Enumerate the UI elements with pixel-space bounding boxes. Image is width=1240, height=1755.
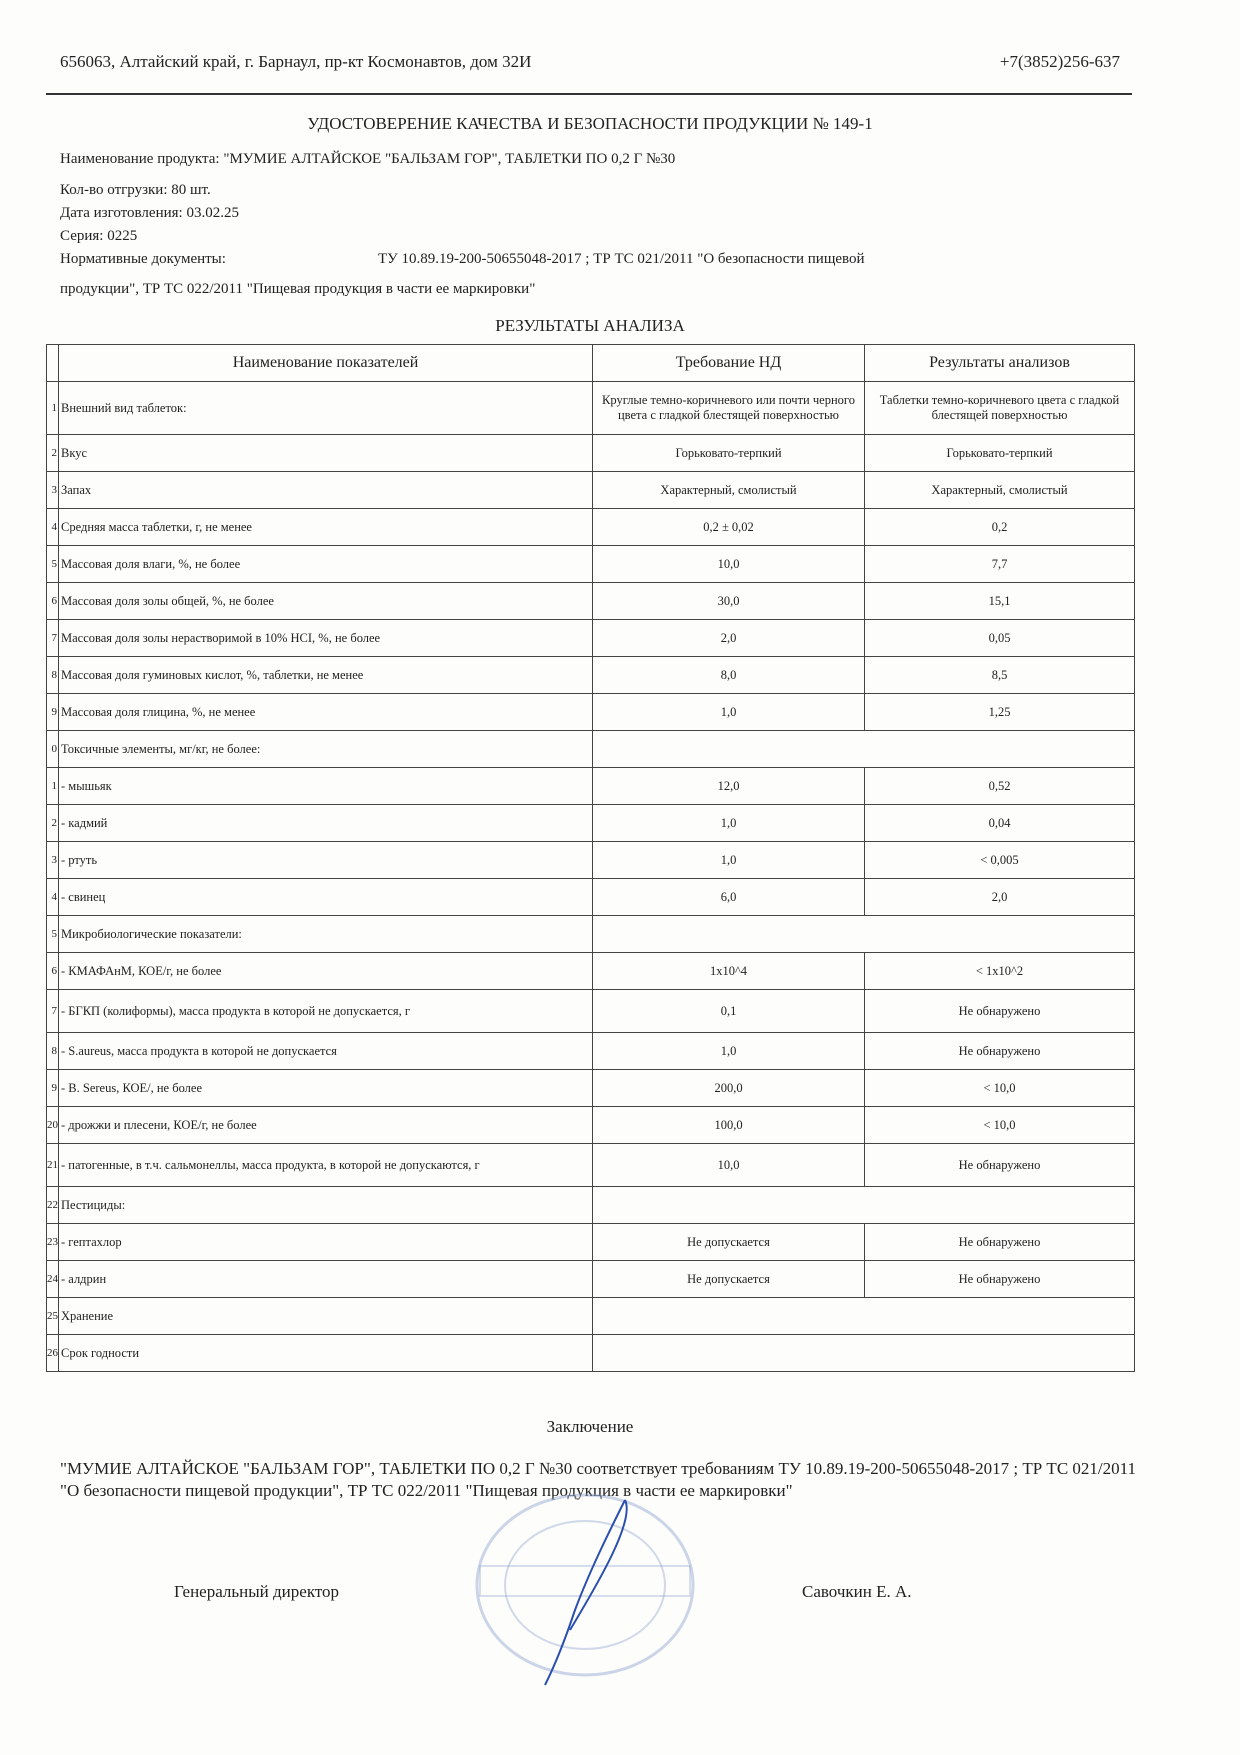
indicator-name: Запах (59, 472, 593, 509)
indicator-name: - БГКП (колиформы), масса продукта в которой не допускается, г (59, 990, 593, 1033)
requirement-value: 10,0 (593, 1144, 865, 1187)
requirement-value: 100,0 (593, 1107, 865, 1144)
results-title: РЕЗУЛЬТАТЫ АНАЛИЗА (495, 316, 685, 335)
row-number: 0 (47, 731, 59, 768)
table-row (47, 382, 1135, 435)
row-number: 1 (47, 768, 59, 805)
normative-docs-value: ТУ 10.89.19-200-50655048-2017 ; ТР ТС 021/2011 "О безопасности пищевой (378, 251, 865, 267)
result-value: 1,25 (865, 694, 1135, 731)
product-name: Наименование продукта: "МУМИЕ АЛТАЙСКОЕ "БАЛЬЗАМ ГОР", ТАБЛЕТКИ ПО 0,2 Г №30 (60, 151, 676, 167)
indicator-name: - ртуть (59, 842, 593, 879)
row-number: 4 (47, 879, 59, 916)
row-number: 9 (47, 1070, 59, 1107)
table-row (47, 1070, 1135, 1107)
company-phone: +7(3852)256-637 (999, 52, 1120, 71)
row-number: 22 (47, 1187, 59, 1224)
signer-name: Савочкин Е. А. (802, 1582, 912, 1601)
result-value: Не обнаружено (865, 1261, 1135, 1298)
shipment-quantity: Кол-во отгрузки: 80 шт. (60, 182, 211, 198)
table-row (47, 1107, 1135, 1144)
table-header-row (47, 345, 1135, 382)
table-row (47, 731, 1135, 768)
indicator-name: Вкус (59, 435, 593, 472)
row-number: 3 (47, 842, 59, 879)
result-value: Горьковато-терпкий (865, 435, 1135, 472)
row-number: 8 (47, 1033, 59, 1070)
indicator-name: - свинец (59, 879, 593, 916)
empty-cell (593, 1187, 1135, 1224)
header-num (47, 345, 59, 382)
indicator-name: Микробиологические показатели: (59, 916, 593, 953)
row-number: 8 (47, 657, 59, 694)
row-number: 2 (47, 805, 59, 842)
result-value: Не обнаружено (865, 990, 1135, 1033)
indicator-name: Массовая доля золы нерастворимой в 10% HCI, %, не более (59, 620, 593, 657)
indicator-name: Пестициды: (59, 1187, 593, 1224)
requirement-value: 0,1 (593, 990, 865, 1033)
manufacture-date: Дата изготовления: 03.02.25 (60, 205, 239, 221)
requirement-value: 30,0 (593, 583, 865, 620)
indicator-name: - S.aureus, масса продукта в которой не допускается (59, 1033, 593, 1070)
row-number: 5 (47, 916, 59, 953)
requirement-value: 0,2 ± 0,02 (593, 509, 865, 546)
result-value: 15,1 (865, 583, 1135, 620)
result-value: 0,05 (865, 620, 1135, 657)
indicator-name: - дрожжи и плесени, КОЕ/г, не более (59, 1107, 593, 1144)
table-row (47, 879, 1135, 916)
empty-cell (593, 916, 1135, 953)
table-row (47, 1335, 1135, 1372)
requirement-value: 1,0 (593, 805, 865, 842)
series-number: Серия: 0225 (60, 228, 138, 244)
table-row (47, 472, 1135, 509)
normative-docs-continued: продукции", ТР ТС 022/2011 "Пищевая продукция в части ее маркировки" (60, 281, 536, 297)
letterhead (60, 52, 1120, 72)
table-row (47, 990, 1135, 1033)
requirement-value: Горьковато-терпкий (593, 435, 865, 472)
result-value: Характерный, смолистый (865, 472, 1135, 509)
table-row (47, 583, 1135, 620)
table-row (47, 842, 1135, 879)
company-address: 656063, Алтайский край, г. Барнаул, пр-кт Космонавтов, дом 32И (60, 52, 532, 71)
row-number: 6 (47, 583, 59, 620)
result-value: 7,7 (865, 546, 1135, 583)
result-value: Таблетки темно-коричневого цвета с гладкой блестящей поверхностью (865, 382, 1135, 435)
result-value: Не обнаружено (865, 1144, 1135, 1187)
empty-cell (593, 731, 1135, 768)
requirement-value: Не допускается (593, 1261, 865, 1298)
result-value: 0,04 (865, 805, 1135, 842)
row-number: 3 (47, 472, 59, 509)
table-row (47, 546, 1135, 583)
normative-docs-label: Нормативные документы: (60, 251, 226, 267)
table-row (47, 694, 1135, 731)
table-row (47, 620, 1135, 657)
requirement-value: 1x10^4 (593, 953, 865, 990)
row-number: 23 (47, 1224, 59, 1261)
row-number: 5 (47, 546, 59, 583)
indicator-name: Массовая доля гуминовых кислот, %, таблетки, не менее (59, 657, 593, 694)
indicator-name: Срок годности (59, 1335, 593, 1372)
requirement-value: Круглые темно-коричневого или почти черного цвета с гладкой блестящей поверхностью (593, 382, 865, 435)
empty-cell (593, 1298, 1135, 1335)
requirement-value: 8,0 (593, 657, 865, 694)
header-indicator: Наименование показателей (59, 345, 593, 382)
indicator-name: Массовая доля влаги, %, не более (59, 546, 593, 583)
result-value: Не обнаружено (865, 1033, 1135, 1070)
requirement-value: Характерный, смолистый (593, 472, 865, 509)
row-number: 21 (47, 1144, 59, 1187)
header-result: Результаты анализов (865, 345, 1135, 382)
table-row (47, 1187, 1135, 1224)
table-row (47, 916, 1135, 953)
table-row (47, 805, 1135, 842)
row-number: 1 (47, 382, 59, 435)
row-number: 26 (47, 1335, 59, 1372)
row-number: 4 (47, 509, 59, 546)
indicator-name: Хранение (59, 1298, 593, 1335)
conclusion-title: Заключение (546, 1417, 634, 1436)
table-row (47, 657, 1135, 694)
result-value: < 10,0 (865, 1070, 1135, 1107)
table-row (47, 1298, 1135, 1335)
indicator-name: - патогенные, в т.ч. сальмонеллы, масса продукта, в которой не допускаются, г (59, 1144, 593, 1187)
table-row (47, 1224, 1135, 1261)
result-value: Не обнаружено (865, 1224, 1135, 1261)
row-number: 25 (47, 1298, 59, 1335)
result-value: 8,5 (865, 657, 1135, 694)
row-number: 24 (47, 1261, 59, 1298)
indicator-name: - алдрин (59, 1261, 593, 1298)
requirement-value: 1,0 (593, 694, 865, 731)
empty-cell (593, 1335, 1135, 1372)
table-row (47, 1033, 1135, 1070)
table-row (47, 1144, 1135, 1187)
result-value: 0,52 (865, 768, 1135, 805)
director-title: Генеральный директор (174, 1582, 340, 1601)
analysis-results-table (46, 344, 1135, 1372)
result-value: < 1x10^2 (865, 953, 1135, 990)
row-number: 9 (47, 694, 59, 731)
header-rule (46, 93, 1132, 95)
indicator-name: Внешний вид таблеток: (59, 382, 593, 435)
requirement-value: 6,0 (593, 879, 865, 916)
requirement-value: Не допускается (593, 1224, 865, 1261)
indicator-name: - кадмий (59, 805, 593, 842)
row-number: 2 (47, 435, 59, 472)
indicator-name: Массовая доля золы общей, %, не более (59, 583, 593, 620)
requirement-value: 12,0 (593, 768, 865, 805)
document-title: УДОСТОВЕРЕНИЕ КАЧЕСТВА И БЕЗОПАСНОСТИ ПРОДУКЦИИ № 149-1 (307, 114, 873, 133)
indicator-name: - гептахлор (59, 1224, 593, 1261)
indicator-name: - КМАФАнМ, КОЕ/г, не более (59, 953, 593, 990)
indicator-name: - B. Sereus, КОЕ/, не более (59, 1070, 593, 1107)
table-row (47, 435, 1135, 472)
row-number: 20 (47, 1107, 59, 1144)
table-row (47, 768, 1135, 805)
table-row (47, 953, 1135, 990)
table-row (47, 509, 1135, 546)
row-number: 7 (47, 620, 59, 657)
result-value: < 0,005 (865, 842, 1135, 879)
row-number: 7 (47, 990, 59, 1033)
requirement-value: 1,0 (593, 842, 865, 879)
requirement-value: 10,0 (593, 546, 865, 583)
signature (530, 1490, 660, 1690)
indicator-name: Токсичные элементы, мг/кг, не более: (59, 731, 593, 768)
result-value: 2,0 (865, 879, 1135, 916)
indicator-name: - мышьяк (59, 768, 593, 805)
header-requirement: Требование НД (593, 345, 865, 382)
result-value: 0,2 (865, 509, 1135, 546)
requirement-value: 1,0 (593, 1033, 865, 1070)
requirement-value: 2,0 (593, 620, 865, 657)
result-value: < 10,0 (865, 1107, 1135, 1144)
conclusion-text: "МУМИЕ АЛТАЙСКОЕ "БАЛЬЗАМ ГОР", ТАБЛЕТКИ ПО 0,2 Г №30 соответствует требованиям ТУ 10.89.19-200-50655048-2017 ; ТР ТС 021/2011 "О безопасности пищевой продукции", ТР ТС 022/2011 "Пищевая продукция в части ее маркировки" (60, 1459, 1136, 1500)
indicator-name: Массовая доля глицина, %, не менее (59, 694, 593, 731)
row-number: 6 (47, 953, 59, 990)
table-row (47, 1261, 1135, 1298)
requirement-value: 200,0 (593, 1070, 865, 1107)
indicator-name: Средняя масса таблетки, г, не менее (59, 509, 593, 546)
